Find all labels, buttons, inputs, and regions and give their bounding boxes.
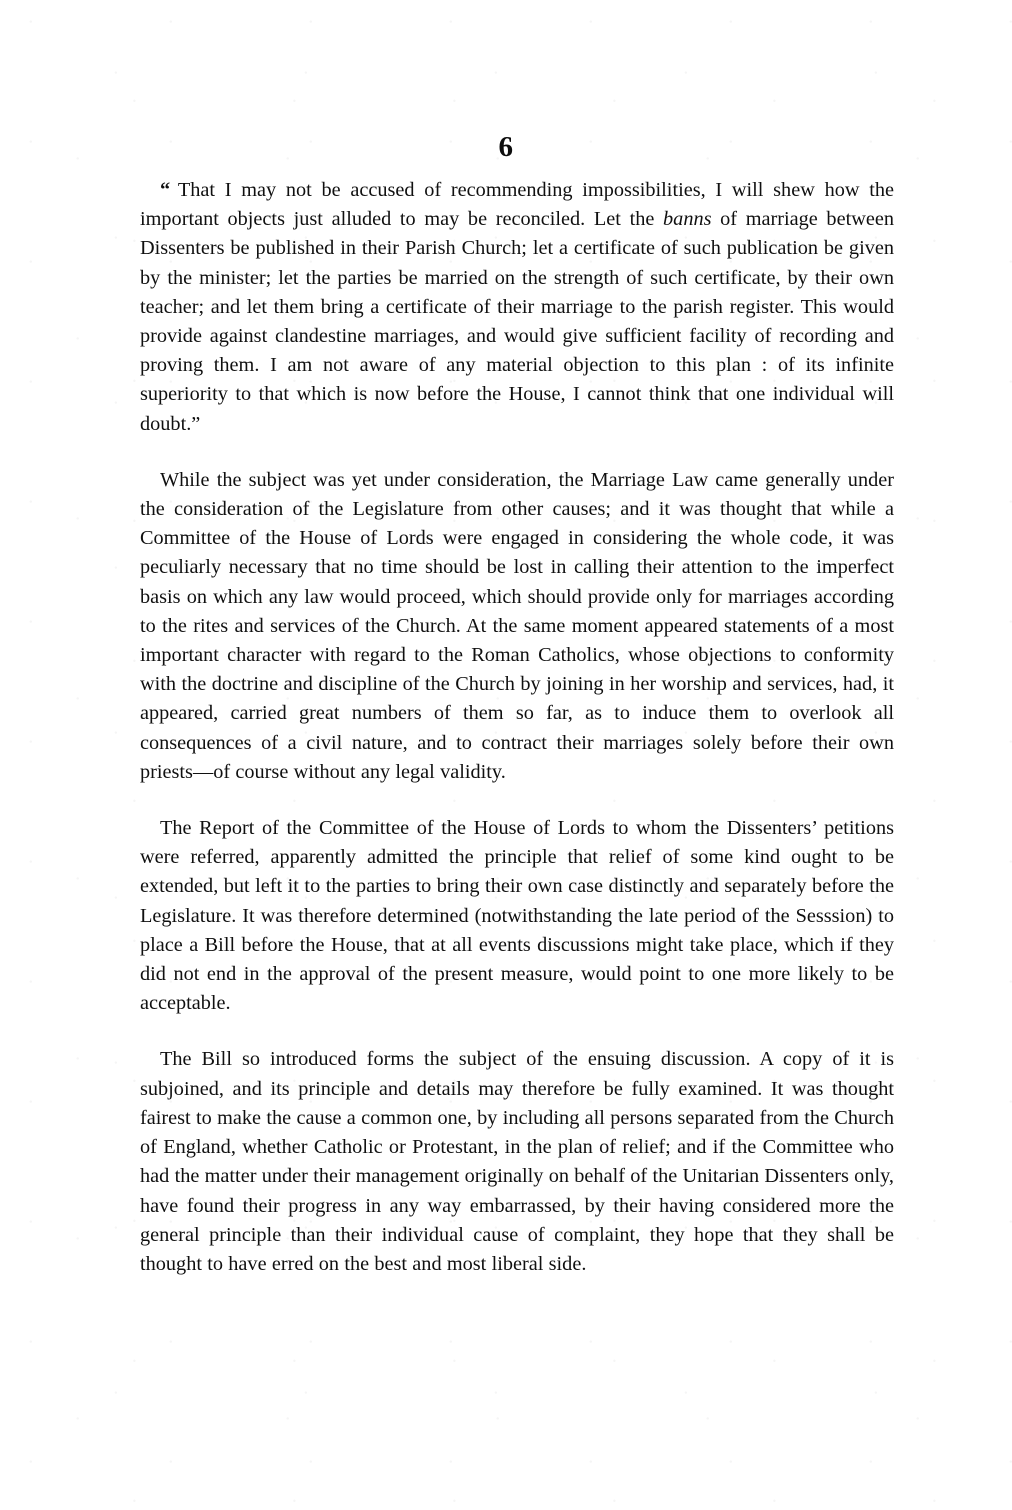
paragraph-quotation [140, 176, 894, 439]
text-run: The Report of the Committee of the House of Lords to whom the Dissenters’ petitions were referred, apparently admitted the principle that relief of some kind ought to be extended, but left it to the parties to bring their own case distinctly and separately before the Legislature. It was therefore determined (notwithstanding the late period of the Sesssion) to place a Bill before the House, that at all events discussions might take place, which if they did not end in the approval of the present measure, would point to one more likely to be acceptable. [140, 817, 894, 1015]
text-run: of marriage between Dissenters be published in their Parish Church; let a certificate of such publication be given by the minister; let the parties be married on the strength of such certificate, by their own teacher; and let them bring a certificate of their marriage to the parish register. This would provide against clandestine marriages, and would give sufficient facility of recording and proving them. I am not aware of any material objection to this plan : of its infinite superiority to that which is now before the House, I cannot think that one individual will doubt.” [140, 208, 894, 435]
paragraph-bill-so-introduced [140, 1045, 894, 1279]
text-run: The Bill so introduced forms the subject of the ensuing discussion. A copy of it is subjoined, and its principle and details may therefore be fully examined. It was thought fairest to make the cause a common one, by including all persons separated from the Church of England, whether Catholic or Protestant, in the plan of relief; and if the Committee who had the matter under their management originally on behalf of the Unitarian Dissenters only, have found their progress in any way embarrassed, by their having considered more the general principle than their individual cause of complaint, they hope that they shall be thought to have erred on the best and most liberal side. [140, 1048, 894, 1275]
body-text-column [140, 176, 894, 1279]
text-run: While the subject was yet under consideration, the Marriage Law came generally under the consideration of the Legislature from other causes; and it was thought that while a Committee of the House of Lords were engaged in considering the whole code, it was peculiarly necessary that no time should be lost in calling their attention to the imperfect basis on which any law would proceed, which should provide only for marriages according to the rites and services of the Church. At the same moment appeared statements of a most important character with regard to the Roman Catholics, whose objections to conformity with the doctrine and discipline of the Church by joining in her worship and services, had, it appeared, carried great numbers of them so far, as to induce them to overlook all consequences of a civil nature, and to contract their marriages solely before their own priests—of course without any legal validity. [140, 468, 894, 783]
paragraph-marriage-law-consideration [140, 466, 894, 787]
page-number: 6 [498, 131, 514, 163]
paragraph-lords-committee-report [140, 814, 894, 1018]
text-run: That I may not be accused of recommending impossibilities, I will shew how the important objects just alluded to may be reconciled. Let the [140, 179, 894, 231]
opening-quotation-mark: “ [160, 179, 178, 201]
italic-term: banns [663, 208, 712, 231]
